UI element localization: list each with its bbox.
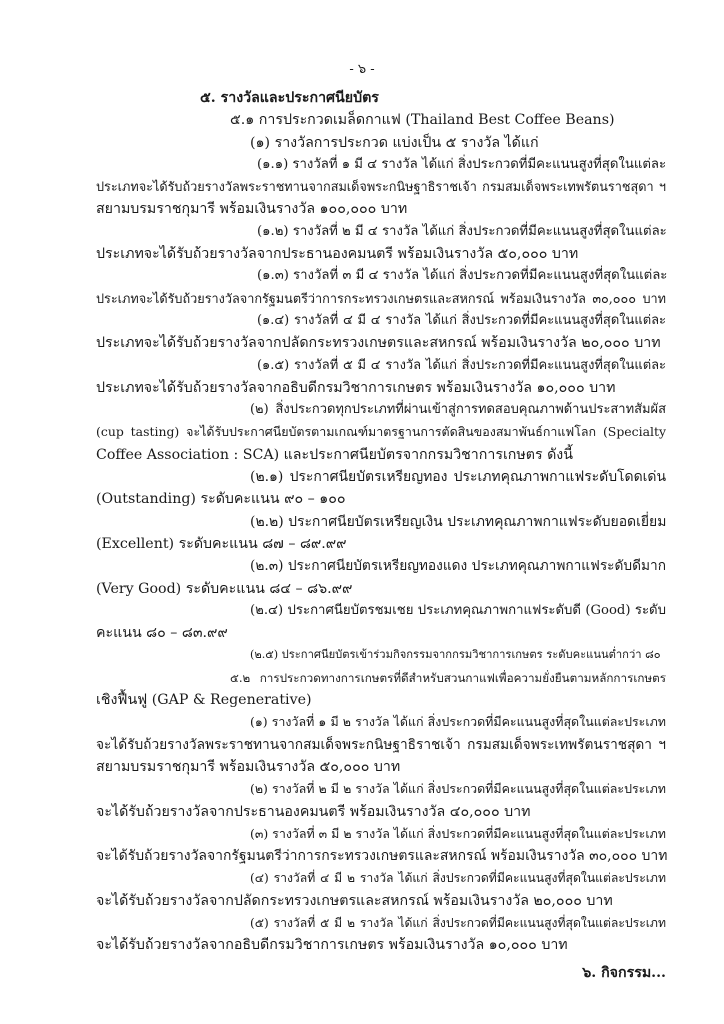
paragraph-line: (๒.๒) ประกาศนียบัตรเหรียญเงิน ประเภทคุณภาพกาแฟระดับยอดเยี่ยม [250,513,667,530]
paragraph-line: (๒.๔) ประกาศนียบัตรชมเชย ประเภทคุณภาพกาแฟระดับดี (Good) ระดับ [250,602,666,618]
paragraph-line: จะได้รับถ้วยรางวัลจากปลัดกระทรวงเกษตรและสหกรณ์ พร้อมเงินรางวัล ๒๐,๐๐๐ บาท [96,892,613,909]
paragraph-line: (๑.๔) รางวัลที่ ๔ มี ๔ รางวัล ได้แก่ สิ่งประกวดที่มีคะแนนสูงที่สุดในแต่ละ [257,312,666,328]
paragraph-line: ประเภทจะได้รับถ้วยรางวัลจากประธานองคมนตรี พร้อมเงินรางวัล ๕๐,๐๐๐ บาท [96,246,579,263]
paragraph-line: (๑) รางวัลการประกวด แบ่งเป็น ๕ รางวัล ได้แก่ [250,134,539,151]
paragraph-line: (๒) สิ่งประกวดทุกประเภทที่ผ่านเข้าสู่การทดสอบคุณภาพด้านประสาทสัมผัส [250,402,666,418]
paragraph-line: (cup tasting) จะได้รับประกาศนียบัตรตามเกณฑ์มาตรฐานการตัดสินของสมาพันธ์กาแฟโลก (Specialty [96,424,666,440]
paragraph-line: (๒.๓) ประกาศนียบัตรเหรียญทองแดง ประเภทคุณภาพกาแฟระดับดีมาก [250,558,666,575]
page-number: - ๖ - [349,62,375,77]
paragraph-line: สยามบรมราชกุมารี พร้อมเงินรางวัล ๕๐,๐๐๐ บาท [96,758,401,775]
paragraph-line: (๑.๒) รางวัลที่ ๒ มี ๔ รางวัล ได้แก่ สิ่งประกวดที่มีคะแนนสูงที่สุดในแต่ละ [257,223,667,239]
paragraph-line: (๕) รางวัลที่ ๕ มี ๒ รางวัล ได้แก่ สิ่งประกวดที่มีคะแนนสูงที่สุดในแต่ละประเภท [250,915,666,930]
next-page-continuation: ๖. กิจกรรม... [582,965,666,981]
paragraph-line: (๑.๕) รางวัลที่ ๕ มี ๔ รางวัล ได้แก่ สิ่งประกวดที่มีคะแนนสูงที่สุดในแต่ละ [257,357,666,373]
document-body [96,87,666,957]
paragraph-line: ประเภทจะได้รับถ้วยรางวัลจากอธิบดีกรมวิชาการเกษตร พร้อมเงินรางวัล ๑๐,๐๐๐ บาท [96,379,616,396]
paragraph-line: สยามบรมราชกุมารี พร้อมเงินรางวัล ๑๐๐,๐๐๐ บาท [96,201,408,218]
paragraph-line: จะได้รับถ้วยรางวัลจากอธิบดีกรมวิชาการเกษตร พร้อมเงินรางวัล ๑๐,๐๐๐ บาท [96,937,568,954]
paragraph-line: จะได้รับถ้วยรางวัลจากประธานองคมนตรี พร้อมเงินรางวัล ๔๐,๐๐๐ บาท [96,803,531,820]
section-5-1-heading: ๕.๑ การประกวดเมล็ดกาแฟ (Thailand Best Coffee Beans) [230,112,615,129]
paragraph-line: ประเภทจะได้รับถ้วยรางวัลจากรัฐมนตรีว่าการกระทรวงเกษตรและสหกรณ์ พร้อมเงินรางวัล ๓๐,๐๐๐ บาท [96,290,666,306]
paragraph-line: (๓) รางวัลที่ ๓ มี ๒ รางวัล ได้แก่ สิ่งประกวดที่มีคะแนนสูงที่สุดในแต่ละประเภท [250,825,666,841]
paragraph-line: (๑.๓) รางวัลที่ ๓ มี ๔ รางวัล ได้แก่ สิ่งประกวดที่มีคะแนนสูงที่สุดในแต่ละ [257,268,668,284]
paragraph-line: (๒.๕) ประกาศนียบัตรเข้าร่วมกิจกรรมจากกรมวิชาการเกษตร ระดับคะแนนต่ำกว่า ๘๐ [250,648,661,662]
paragraph-line: (๔) รางวัลที่ ๔ มี ๒ รางวัล ได้แก่ สิ่งประกวดที่มีคะแนนสูงที่สุดในแต่ละประเภท [250,871,666,886]
paragraph-line: เชิงฟื้นฟู (GAP & Regenerative) [96,692,312,709]
paragraph-line: (๑.๑) รางวัลที่ ๑ มี ๔ รางวัล ได้แก่ สิ่งประกวดที่มีคะแนนสูงที่สุดในแต่ละ [257,156,667,172]
paragraph-line: ประเภทจะได้รับถ้วยรางวัลจากปลัดกระทรวงเกษตรและสหกรณ์ พร้อมเงินรางวัล ๒๐,๐๐๐ บาท [96,335,661,352]
paragraph-line: คะแนน ๘๐ – ๘๓.๙๙ [96,625,228,642]
section-5-2-heading: ๕.๒ การประกวดทางการเกษตรที่ดีสำหรับสวนกาแฟเพื่อความยั่งยืนตามหลักการเกษตร [230,670,666,685]
paragraph-line: (Outstanding) ระดับคะแนน ๙๐ – ๑๐๐ [96,491,346,508]
paragraph-line: ประเภทจะได้รับถ้วยรางวัลพระราชทานจากสมเด็จพระกนิษฐาธิราชเจ้า กรมสมเด็จพระเทพรัตนราชสุดา ฯ [96,179,666,195]
paragraph-line: จะได้รับถ้วยรางวัลพระราชทานจากสมเด็จพระกนิษฐาธิราชเจ้า กรมสมเด็จพระเทพรัตนราชสุดา ฯ [96,736,666,753]
paragraph-line: (๒.๑) ประกาศนียบัตรเหรียญทอง ประเภทคุณภาพกาแฟระดับโดดเด่น [250,469,666,486]
paragraph-line: (๒) รางวัลที่ ๒ มี ๒ รางวัล ได้แก่ สิ่งประกวดที่มีคะแนนสูงที่สุดในแต่ละประเภท [250,781,666,797]
paragraph-line: จะได้รับถ้วยรางวัลจากรัฐมนตรีว่าการกระทรวงเกษตรและสหกรณ์ พร้อมเงินรางวัล ๓๐,๐๐๐ บาท [96,848,668,865]
paragraph-line: Coffee Association : SCA) และประกาศนียบัตรจากกรมวิชาการเกษตร ดังนี้ [96,446,573,463]
section-5-heading: ๕. รางวัลและประกาศนียบัตร [200,90,379,106]
paragraph-line: (Excellent) ระดับคะแนน ๘๗ – ๘๙.๙๙ [96,535,347,552]
paragraph-line: (๑) รางวัลที่ ๑ มี ๒ รางวัล ได้แก่ สิ่งประกวดที่มีคะแนนสูงที่สุดในแต่ละประเภท [250,714,666,730]
paragraph-line: (Very Good) ระดับคะแนน ๘๔ – ๘๖.๙๙ [96,580,353,597]
